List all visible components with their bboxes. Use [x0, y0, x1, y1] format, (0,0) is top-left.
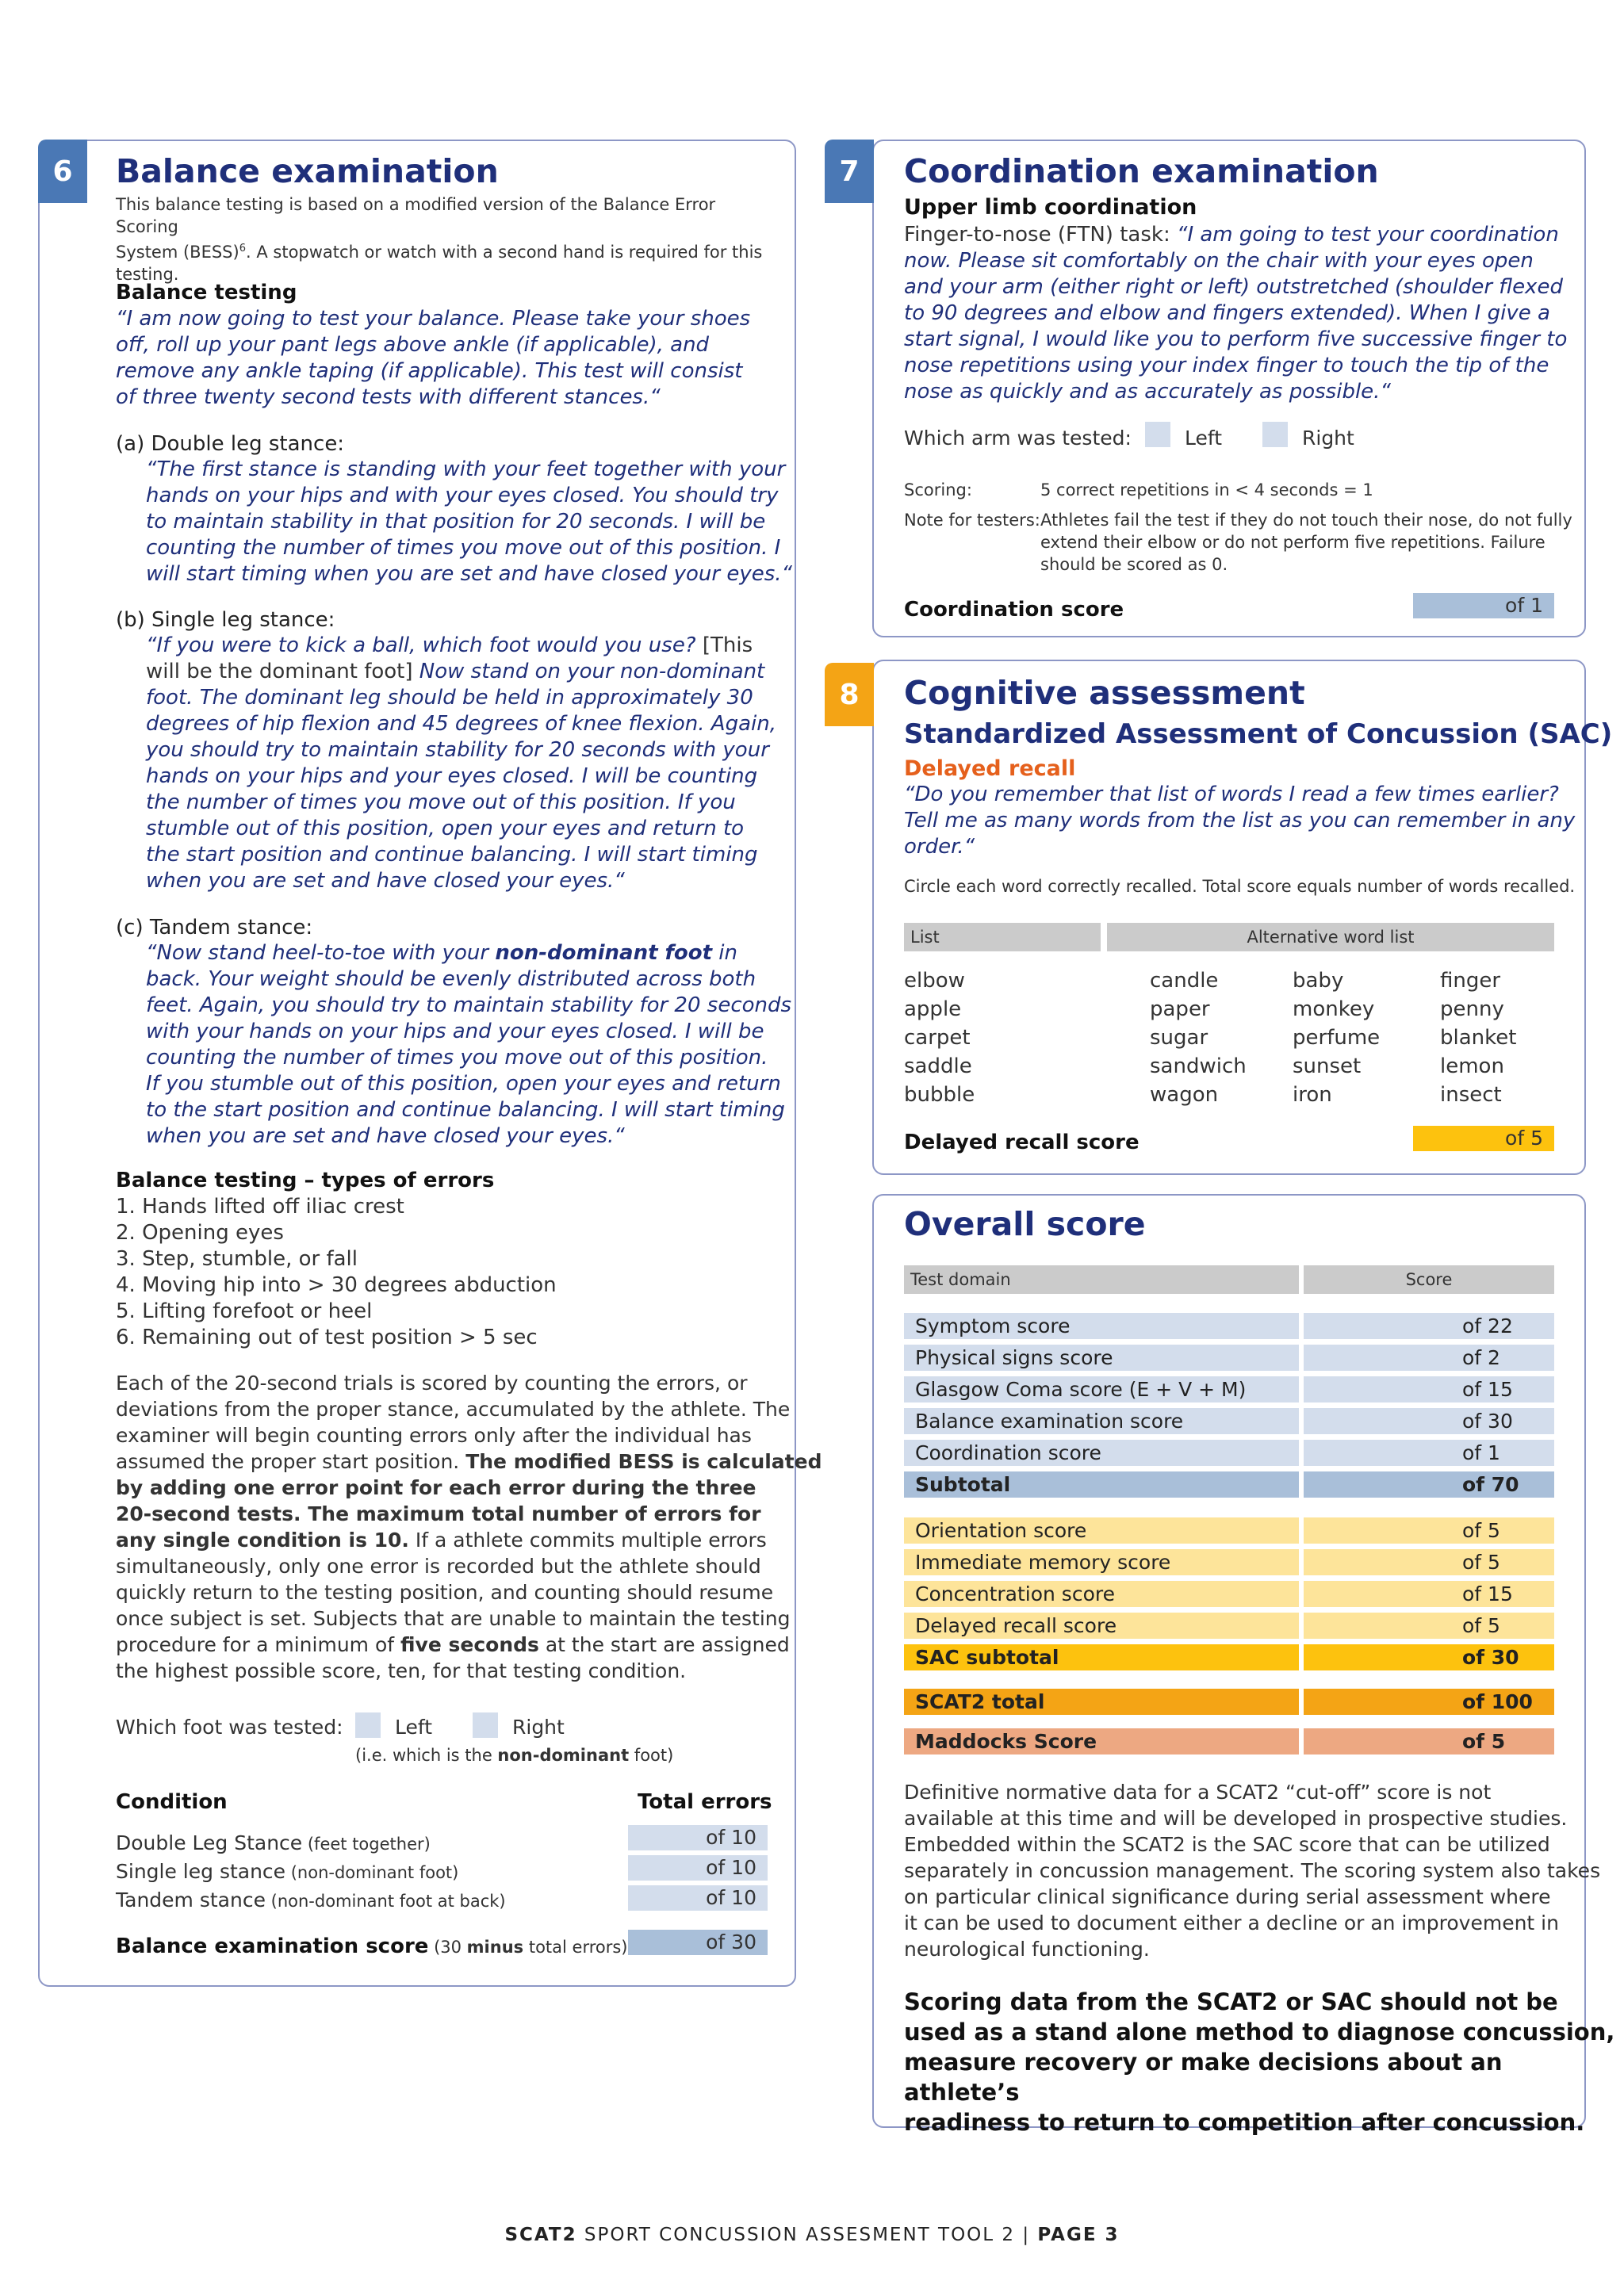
list-item: 3. Step, stumble, or fall — [116, 1247, 358, 1271]
list-item: 5. Lifting forefoot or heel — [116, 1299, 373, 1323]
stance-c-label: (c) Tandem stance: — [116, 916, 313, 939]
table-row: Physical signs score of 2 — [904, 1345, 1554, 1371]
alt-list-header: Alternative word list — [1107, 923, 1554, 951]
list-item: monkey — [1293, 997, 1375, 1021]
stance-b-quote: “If you were to kick a ball, which foot would you use? [This will be the dominant foot] Now stand on your non-dominant foot. The dominant leg should be held in approximately 30 degrees of hip flexion and 45 degrees of knee flexion. Again, you should try to maintain stability for 20 seconds with your hands on your hips and your eyes closed. I will be counting the number of times you move out of this position. If you stumble out of this position, open your eyes and return to the start position and continue balancing. I will start timing when you are set and have closed your eyes.“ — [146, 633, 776, 893]
coordination-score-value[interactable]: of 1 — [1413, 593, 1554, 618]
subtotal-row: Subtotal of 70 — [904, 1471, 1554, 1498]
list-item: 6. Remaining out of test position > 5 sec — [116, 1326, 538, 1349]
arm-question: Which arm was tested: — [904, 427, 1132, 450]
table-row: Glasgow Coma score (E + V + M) of 15 — [904, 1376, 1554, 1402]
list-item: blanket — [1440, 1026, 1517, 1050]
coordination-score-label: Coordination score — [904, 598, 1124, 622]
coordination-task: Finger-to-nose (FTN) task: “I am going to test your coordination now. Please sit comfortably on the chair with your eyes open and your arm (either right or left) outstretched (shoulder flexed to 90 degrees and elbow and fingers extended). When I give a start signal, I would like you to perform five successive finger to nose repetitions using your index finger to touch the tip of the nose as quickly and as accurately as possible.“ — [904, 223, 1568, 404]
condition-single: Single leg stance (non-dominant foot) — [116, 1860, 459, 1883]
scat2-total-row: SCAT2 total of 100 — [904, 1689, 1554, 1715]
list-item: bubble — [904, 1083, 975, 1107]
table-row: Immediate memory score of 5 — [904, 1549, 1554, 1575]
list-item: sugar — [1150, 1026, 1208, 1050]
table-row: Symptom score of 22 — [904, 1313, 1554, 1339]
scoring-text: 5 correct repetitions in < 4 seconds = 1 — [1040, 480, 1373, 499]
total-errors-header: Total errors — [638, 1790, 772, 1814]
page-footer: SCAT2 SPORT CONCUSSION ASSESMENT TOOL 2 | PAGE 3 — [504, 2225, 1120, 2245]
exam-score-value[interactable]: of 30 — [628, 1930, 768, 1955]
cognitive-subtitle: Standardized Assessment of Concussion (SAC) — [904, 718, 1613, 750]
list-item: apple — [904, 997, 962, 1021]
foot-note: (i.e. which is the non-dominant foot) — [355, 1746, 674, 1765]
balance-testing-heading: Balance testing — [116, 281, 297, 304]
list-item: 2. Opening eyes — [116, 1221, 284, 1245]
maddocks-row: Maddocks Score of 5 — [904, 1728, 1554, 1755]
list-item: baby — [1293, 969, 1344, 993]
stance-a-label: (a) Double leg stance: — [116, 432, 345, 456]
list-item: sunset — [1293, 1054, 1362, 1078]
condition-double-score[interactable]: of 10 — [628, 1825, 768, 1850]
condition-double: Double Leg Stance (feet together) — [116, 1831, 431, 1854]
list-item: 4. Moving hip into > 30 degrees abduction — [116, 1273, 557, 1297]
stance-a-quote: “The first stance is standing with your feet together with your hands on your hips and with your eyes closed. You should try to maintain stability in that position for 20 seconds. I will be counting the number of times you move out of this position. I will start timing when you are set and have closed your eyes.“ — [146, 457, 793, 586]
exam-score-label: Balance examination score (30 minus total errors) — [116, 1934, 628, 1958]
list-item: perfume — [1293, 1026, 1381, 1050]
list-item: candle — [1150, 969, 1219, 993]
section-number-7: 7 — [825, 140, 874, 203]
condition-tandem: Tandem stance (non-dominant foot at back) — [116, 1888, 506, 1911]
scoring-label: Scoring: — [904, 480, 972, 499]
list-item: penny — [1440, 997, 1504, 1021]
delayed-recall-score-value[interactable]: of 5 — [1413, 1126, 1554, 1151]
overall-paragraph: Definitive normative data for a SCAT2 “cut-off” score is not available at this time and will be developed in prospective studies. Embedded within the SCAT2 is the SAC score that can be utilized separately in concussion management. The scoring system also takes on particular clinical significance during serial assessment where it can be used to document either a decline or an improvement in neurological functioning. — [904, 1781, 1601, 1961]
condition-tandem-score[interactable]: of 10 — [628, 1885, 768, 1911]
list-item: sandwich — [1150, 1054, 1247, 1078]
table-row: Orientation score of 5 — [904, 1517, 1554, 1544]
foot-left-checkbox[interactable] — [355, 1712, 381, 1738]
list-item: 1. Hands lifted off iliac crest — [116, 1195, 404, 1219]
stance-c-quote: “Now stand heel-to-toe with your non-dominant foot in back. Your weight should be evenly distributed across both feet. Again, you should try to maintain stability for 20 seconds with your hands on your hips and your eyes closed. I will be counting the number of times you move out of this position. If you stumble out of this position, open your eyes and return to the start position and continue balancing. I will start timing when you are set and have closed your eyes.“ — [146, 941, 792, 1148]
delayed-recall-score-label: Delayed recall score — [904, 1131, 1139, 1154]
table-row: Delayed recall score of 5 — [904, 1613, 1554, 1639]
list-item: iron — [1293, 1083, 1332, 1107]
list-item: finger — [1440, 969, 1501, 993]
arm-right-checkbox[interactable] — [1262, 422, 1288, 447]
overall-title: Overall score — [904, 1205, 1146, 1243]
list-item: wagon — [1150, 1083, 1219, 1107]
list-item: elbow — [904, 969, 965, 993]
foot-right-checkbox[interactable] — [473, 1712, 498, 1738]
scoring-paragraph: Each of the 20-second trials is scored by counting the errors, or deviations from the proper stance, accumulated by the athlete. The examiner will begin counting errors only after the individual has assumed the proper start position. The modified BESS is calculated by adding one error point for each error during the three 20-second tests. The maximum total number of errors for any single condition is 10. If a athlete commits multiple errors simultaneously, only one error is recorded but the athlete should quickly return to the testing position, and counting should resume once subject is set. Subjects that are unable to maintain the testing procedure for a minimum of five seconds at the start are assigned the highest possible score, ten, for that testing condition. — [116, 1372, 822, 1682]
foot-question: Which foot was tested: — [116, 1716, 343, 1739]
coordination-subheading: Upper limb coordination — [904, 195, 1197, 220]
list-item: carpet — [904, 1026, 971, 1050]
list-item: insect — [1440, 1083, 1502, 1107]
section-number-6: 6 — [38, 140, 87, 203]
note-text: Athletes fail the test if they do not touch their nose, do not fully extend their elbow or do not perform five repetitions. Failure should be scored as 0. — [1040, 511, 1572, 574]
coordination-title: Coordination examination — [904, 152, 1379, 190]
errors-list — [116, 1194, 557, 1351]
foot-right-label: Right — [512, 1716, 565, 1739]
sac-subtotal-row: SAC subtotal of 30 — [904, 1644, 1554, 1670]
score-header: Score — [1304, 1265, 1554, 1294]
delayed-recall-quote: “Do you remember that list of words I read a few times earlier? Tell me as many words from the list as you can remember in any order.“ — [904, 783, 1576, 859]
table-row: Coordination score of 1 — [904, 1440, 1554, 1466]
errors-heading: Balance testing – types of errors — [116, 1169, 495, 1192]
arm-left-label: Left — [1185, 427, 1223, 450]
section-number-8: 8 — [825, 663, 874, 726]
overall-warning: Scoring data from the SCAT2 or SAC should not be used as a stand alone method to diagnose concussion, measure recovery or make decisions about an athlete’s readiness to return to competition after concussion. — [904, 1988, 1615, 2136]
list-item: saddle — [904, 1054, 972, 1078]
table-row: Concentration score of 15 — [904, 1581, 1554, 1607]
stance-b-label: (b) Single leg stance: — [116, 608, 335, 632]
balance-intro: This balance testing is based on a modified version of the Balance Error Scoring System (BESS)$^6$. A stopwatch or watch with a second hand is required for this testing. — [116, 195, 763, 284]
balance-testing-quote: “I am now going to test your balance. Please take your shoes off, roll up your pant legs above ankle (if applicable), and remove any ankle taping (if applicable). This test will consist of three twenty second tests with different stances.“ — [116, 307, 751, 409]
balance-title: Balance examination — [116, 152, 499, 190]
list-item: paper — [1150, 997, 1210, 1021]
table-row: Balance examination score of 30 — [904, 1408, 1554, 1434]
delayed-recall-heading: Delayed recall — [904, 756, 1076, 781]
condition-header: Condition — [116, 1790, 228, 1814]
list-item: lemon — [1440, 1054, 1504, 1078]
note-label: Note for testers: — [904, 511, 1040, 530]
cognitive-title: Cognitive assessment — [904, 674, 1305, 712]
recall-instruction: Circle each word correctly recalled. Total score equals number of words recalled. — [904, 877, 1576, 896]
condition-single-score[interactable]: of 10 — [628, 1855, 768, 1881]
arm-right-label: Right — [1302, 427, 1354, 450]
list-header: List — [904, 923, 1101, 951]
domain-header: Test domain — [904, 1265, 1299, 1294]
foot-left-label: Left — [395, 1716, 433, 1739]
arm-left-checkbox[interactable] — [1145, 422, 1170, 447]
